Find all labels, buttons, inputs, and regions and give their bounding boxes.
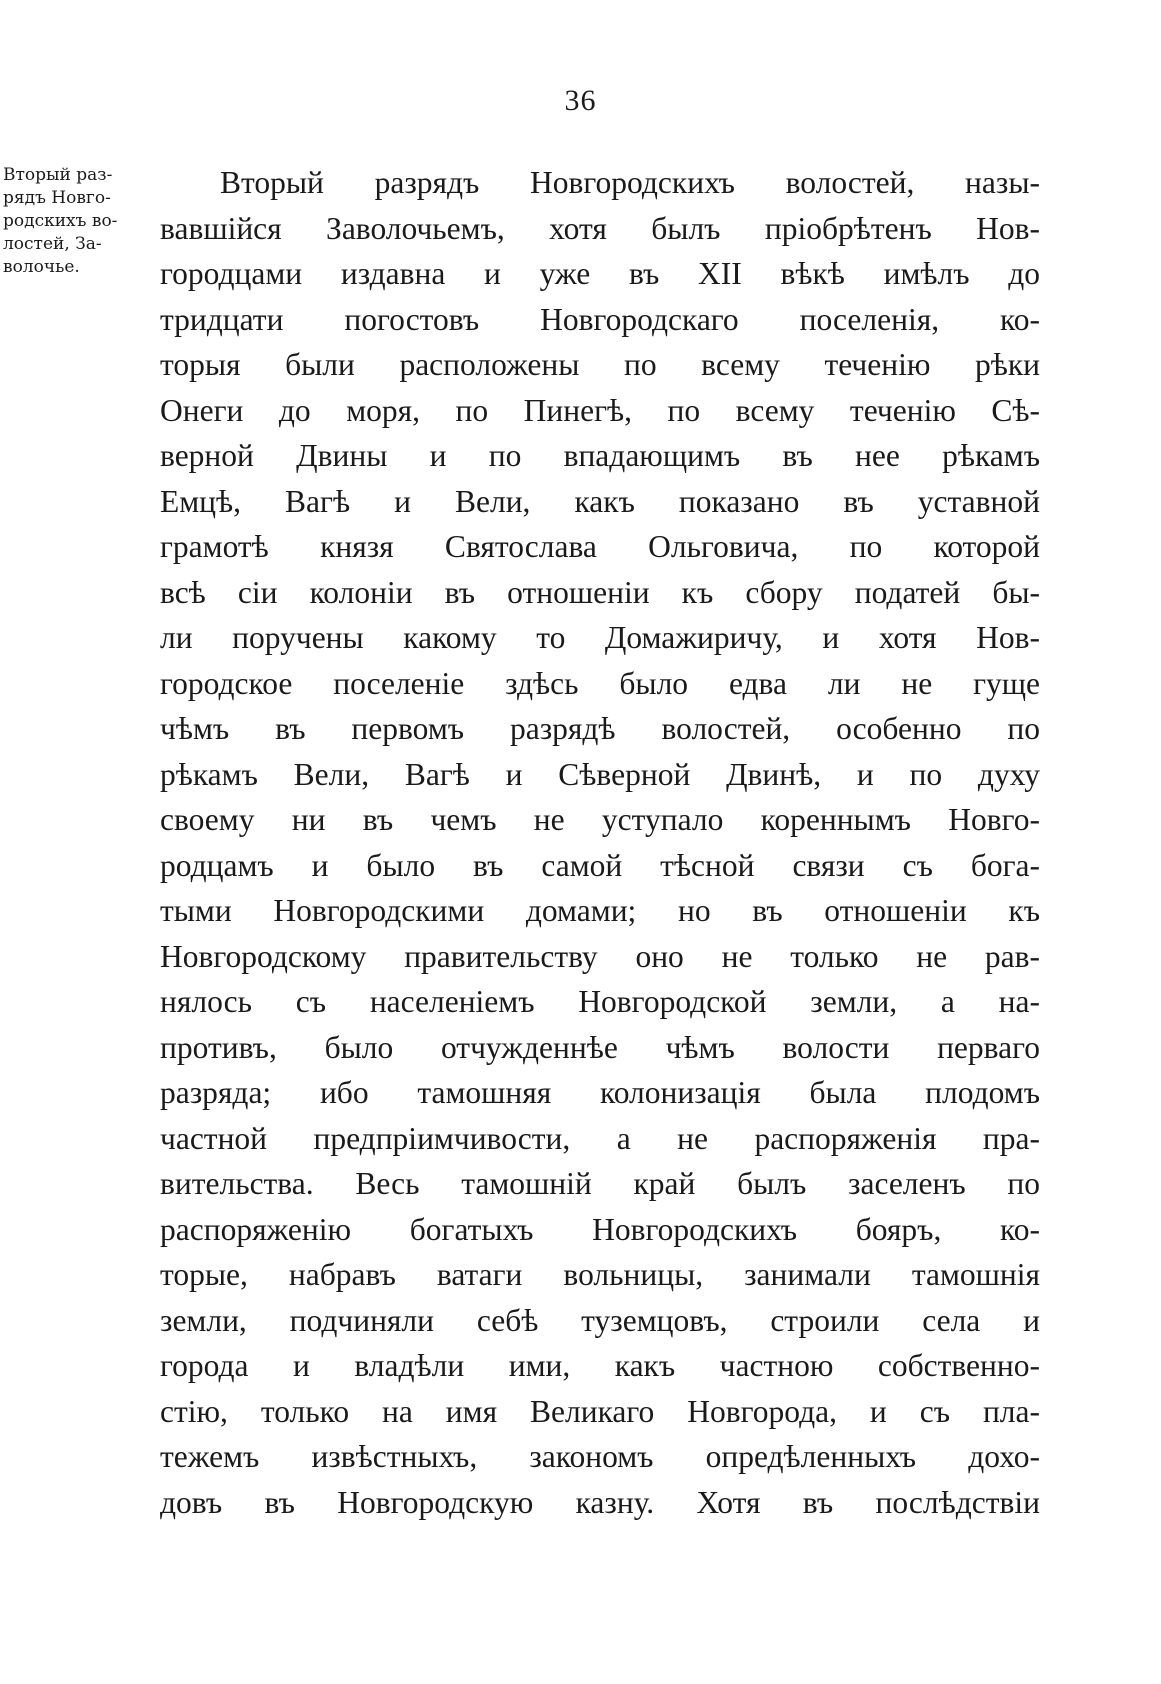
text-line: грамотѣ князя Святослава Ольговича, по которой (160, 529, 1040, 564)
text-line: противъ, было отчужденнѣе чѣмъ волости перваго (160, 1029, 1040, 1065)
text-line: чѣмъ въ первомъ разрядѣ волостей, особенно по (160, 711, 1040, 746)
text-line: Емцѣ, Вагѣ и Вели, какъ показано въ уставной (160, 483, 1040, 519)
text-line: тыми Новгородскими домами; но въ отношеніи къ (160, 893, 1040, 928)
margin-note-line: лостей, За- (3, 234, 102, 254)
text-line: городцами издавна и уже въ XII вѣкѣ имѣлъ до (160, 256, 1040, 291)
text-line: верной Двины и по впадающимъ въ нее рѣкамъ (160, 438, 1040, 473)
margin-note-line: Вторый раз- (3, 165, 113, 185)
text-line: города и владѣли ими, какъ частною собственно- (160, 1348, 1040, 1383)
text-line: довъ въ Новгородскую казну. Хотя въ послѣдствіи (160, 1484, 1040, 1520)
text-line: тридцати погостовъ Новгородскаго поселенія, ко- (160, 301, 1040, 337)
text-line: разряда; ибо тамошняя колонизація была плодомъ (160, 1075, 1040, 1110)
text-line: ли поручены какому то Домажиричу, и хотя Нов- (160, 620, 1040, 655)
text-line: Вторый разрядъ Новгородскихъ волостей, назы- (220, 165, 1040, 200)
text-line: нялось съ населеніемъ Новгородской земли, а на- (160, 984, 1040, 1019)
text-line: своему ни въ чемъ не уступало кореннымъ Новго- (160, 802, 1040, 837)
margin-note-line: родскихъ во- (3, 211, 118, 231)
text-line: всѣ сіи колоніи въ отношеніи къ сбору податей бы- (160, 574, 1040, 610)
text-line: вительства. Весь тамошній край былъ заселенъ по (160, 1166, 1040, 1201)
body-text (160, 160, 1040, 1525)
margin-note-line: рядъ Новго- (3, 188, 111, 208)
text-line: Онеги до моря, по Пинегѣ, по всему теченію Сѣ- (160, 392, 1040, 428)
text-line: торыя были расположены по всему теченію рѣки (160, 347, 1040, 382)
margin-note-line: волочье. (3, 257, 80, 277)
margin-note (3, 164, 163, 279)
text-line: Новгородскому правительству оно не только не рав- (160, 938, 1040, 974)
text-line: рѣкамъ Вели, Вагѣ и Сѣверной Двинѣ, и по духу (160, 756, 1040, 792)
text-line: земли, подчиняли себѣ туземцовъ, строили села и (160, 1302, 1040, 1338)
page-number: 36 (564, 84, 597, 117)
text-line: вавшійся Заволочьемъ, хотя былъ пріобрѣтенъ Нов- (160, 210, 1040, 246)
text-line: городское поселеніе здѣсь было едва ли не гуще (160, 665, 1040, 701)
text-line: стію, только на имя Великаго Новгорода, и съ пла- (160, 1393, 1040, 1429)
text-line: родцамъ и было въ самой тѣсной связи съ бога- (160, 847, 1040, 883)
text-line: распоряженію богатыхъ Новгородскихъ бояръ, ко- (160, 1211, 1040, 1247)
text-line: тежемъ извѣстныхъ, закономъ опредѣленныхъ дохо- (160, 1439, 1040, 1474)
text-line: частной предпріимчивости, а не распоряженія пра- (160, 1120, 1040, 1156)
text-line: торые, набравъ ватаги вольницы, занимали тамошнія (160, 1257, 1040, 1292)
